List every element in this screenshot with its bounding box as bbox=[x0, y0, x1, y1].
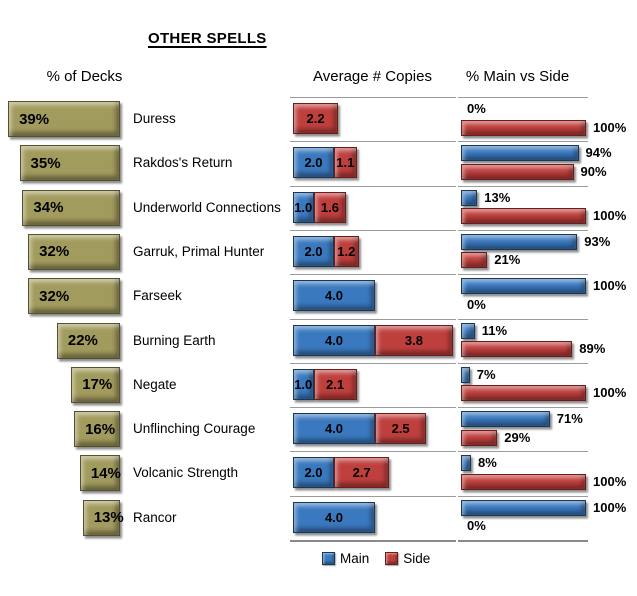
card-name: Underworld Connections bbox=[133, 199, 281, 215]
avg-copies-main-bar bbox=[293, 192, 314, 223]
avg-copies-main-bar-label: 4.0 bbox=[324, 421, 344, 437]
pct-main-bar bbox=[461, 145, 579, 161]
deck-percent-bar-label: 14% bbox=[90, 464, 121, 482]
main-side-gridline bbox=[458, 97, 588, 98]
legend-side-label: Side bbox=[403, 551, 431, 566]
pct-side-value: 100% bbox=[593, 208, 627, 224]
avg-copies-side-bar-label: 2.5 bbox=[391, 421, 410, 437]
pct-side-bar bbox=[461, 430, 497, 446]
avg-copies-side-bar bbox=[334, 147, 357, 178]
chart-title: OTHER SPELLS bbox=[148, 30, 267, 47]
pct-main-value: 0% bbox=[467, 101, 486, 116]
deck-percent-bar-label: 32% bbox=[39, 243, 70, 261]
avg-copies-side-bar bbox=[334, 457, 389, 488]
pct-main-bar bbox=[461, 367, 470, 383]
avg-copies-side-bar bbox=[375, 413, 426, 444]
copies-gridline bbox=[290, 186, 456, 187]
deck-percent-bar-label: 16% bbox=[85, 420, 116, 438]
card-name: Duress bbox=[133, 111, 176, 126]
avg-copies-side-bar bbox=[375, 325, 453, 356]
card-name: Garruk, Primal Hunter bbox=[133, 243, 265, 259]
main-side-gridline bbox=[458, 186, 588, 187]
avg-copies-side-bar-label: 1.6 bbox=[320, 199, 339, 215]
pct-main-value: 8% bbox=[478, 455, 497, 471]
pct-main-bar bbox=[461, 323, 475, 339]
pct-side-value: 21% bbox=[494, 252, 521, 268]
deck-percent-bar-label: 32% bbox=[39, 287, 70, 305]
avg-copies-main-bar-label: 4.0 bbox=[324, 509, 344, 525]
copies-gridline bbox=[290, 451, 456, 452]
pct-side-value: 100% bbox=[593, 385, 627, 401]
legend-main-label: Main bbox=[340, 551, 370, 566]
avg-copies-main-bar bbox=[293, 280, 375, 311]
copies-gridline bbox=[290, 407, 456, 408]
avg-copies-main-bar bbox=[293, 502, 375, 533]
pct-side-bar bbox=[461, 385, 586, 401]
legend-item-main bbox=[322, 551, 369, 566]
pct-main-bar bbox=[461, 500, 586, 516]
pct-main-value: 100% bbox=[593, 278, 627, 294]
pct-side-bar bbox=[461, 208, 586, 224]
column-header-average-copies: Average # Copies bbox=[313, 68, 432, 85]
pct-main-value: 71% bbox=[556, 411, 583, 427]
main-side-gridline bbox=[458, 451, 588, 452]
pct-main-bar bbox=[461, 234, 577, 250]
avg-copies-side-bar-label: 2.7 bbox=[352, 465, 371, 481]
card-name: Burning Earth bbox=[133, 332, 216, 348]
pct-side-value: 0% bbox=[467, 518, 486, 534]
deck-percent-bar bbox=[20, 145, 120, 181]
deck-percent-bar bbox=[74, 411, 120, 447]
avg-copies-side-bar-label: 2.1 bbox=[325, 376, 345, 392]
copies-gridline bbox=[290, 363, 456, 364]
card-name: Rakdos's Return bbox=[133, 155, 233, 171]
avg-copies-main-bar bbox=[293, 147, 334, 178]
pct-main-value: 13% bbox=[484, 189, 511, 205]
avg-copies-side-bar-label: 2.2 bbox=[306, 111, 325, 126]
pct-side-bar bbox=[461, 120, 586, 136]
copies-gridline bbox=[290, 319, 456, 320]
copies-gridline bbox=[290, 141, 456, 142]
avg-copies-main-bar bbox=[293, 236, 334, 267]
pct-side-value: 100% bbox=[593, 119, 627, 135]
pct-main-value: 93% bbox=[584, 233, 611, 249]
deck-percent-bar-label: 35% bbox=[30, 154, 61, 172]
deck-percent-bar bbox=[57, 323, 120, 359]
card-name: Negate bbox=[133, 376, 177, 392]
pct-side-value: 100% bbox=[593, 473, 627, 489]
pct-main-bar bbox=[461, 190, 477, 206]
legend-item-side bbox=[385, 551, 430, 566]
card-name: Volcanic Strength bbox=[133, 465, 239, 481]
pct-main-value: 94% bbox=[585, 145, 612, 161]
avg-copies-main-bar bbox=[293, 369, 314, 400]
chart-legend bbox=[322, 551, 430, 566]
avg-copies-side-bar-label: 3.8 bbox=[404, 332, 423, 348]
card-name: Farseek bbox=[133, 288, 182, 304]
main-side-gridline bbox=[458, 407, 588, 408]
avg-copies-side-bar-label: 1.1 bbox=[336, 155, 355, 171]
main-side-gridline bbox=[458, 141, 588, 142]
pct-side-bar bbox=[461, 474, 586, 490]
avg-copies-main-bar bbox=[293, 413, 375, 444]
pct-main-bar bbox=[461, 411, 550, 427]
deck-percent-bar bbox=[71, 367, 120, 403]
main-legend-swatch-icon bbox=[322, 552, 335, 565]
avg-copies-side-bar bbox=[314, 369, 357, 400]
main-side-gridline bbox=[458, 230, 588, 231]
pct-side-bar bbox=[461, 341, 572, 357]
card-name: Rancor bbox=[133, 509, 177, 525]
deck-percent-bar bbox=[83, 500, 124, 536]
avg-copies-main-bar-label: 2.0 bbox=[304, 155, 323, 171]
pct-main-bar bbox=[461, 278, 586, 294]
deck-percent-bar bbox=[8, 101, 120, 137]
avg-copies-main-bar-label: 1.0 bbox=[294, 199, 313, 215]
avg-copies-main-bar-label: 4.0 bbox=[324, 332, 344, 348]
copies-gridline bbox=[290, 540, 456, 542]
card-name: Unflinching Courage bbox=[133, 421, 256, 437]
main-side-gridline bbox=[458, 363, 588, 364]
deck-percent-bar-label: 13% bbox=[93, 509, 124, 527]
pct-main-value: 11% bbox=[481, 322, 508, 338]
deck-percent-bar bbox=[28, 234, 120, 270]
main-side-gridline bbox=[458, 540, 588, 542]
pct-side-value: 29% bbox=[504, 429, 531, 445]
deck-percent-bar bbox=[28, 278, 120, 314]
avg-copies-main-bar-label: 4.0 bbox=[324, 288, 344, 304]
pct-side-value: 90% bbox=[580, 163, 607, 179]
pct-main-value: 7% bbox=[476, 366, 496, 382]
copies-gridline bbox=[290, 97, 456, 98]
avg-copies-main-bar bbox=[293, 457, 334, 488]
deck-percent-bar-label: 39% bbox=[19, 110, 50, 128]
avg-copies-main-bar bbox=[293, 325, 375, 356]
pct-side-value: 0% bbox=[467, 296, 486, 312]
avg-copies-main-bar-label: 2.0 bbox=[304, 243, 323, 259]
deck-percent-bar-label: 17% bbox=[82, 376, 113, 394]
pct-side-value: 89% bbox=[579, 341, 606, 356]
pct-main-bar bbox=[461, 455, 471, 471]
pct-main-value: 100% bbox=[593, 499, 627, 515]
pct-side-bar bbox=[461, 252, 487, 268]
deck-percent-bar-label: 22% bbox=[67, 332, 98, 349]
column-header-main-vs-side: % Main vs Side bbox=[465, 68, 570, 85]
copies-gridline bbox=[290, 496, 456, 497]
deck-percent-bar bbox=[80, 455, 120, 491]
column-header-pct-of-decks: % of Decks bbox=[46, 68, 123, 85]
side-legend-swatch-icon bbox=[385, 552, 398, 565]
copies-gridline bbox=[290, 274, 456, 275]
copies-gridline bbox=[290, 230, 456, 231]
avg-copies-side-bar bbox=[293, 103, 338, 134]
avg-copies-side-bar bbox=[314, 192, 347, 223]
avg-copies-side-bar bbox=[334, 236, 359, 267]
deck-percent-bar bbox=[22, 190, 120, 226]
avg-copies-side-bar-label: 1.2 bbox=[337, 243, 356, 259]
main-side-gridline bbox=[458, 496, 588, 497]
main-side-gridline bbox=[458, 319, 588, 320]
deck-percent-bar-label: 34% bbox=[33, 199, 64, 217]
pct-side-bar bbox=[461, 164, 574, 180]
main-side-gridline bbox=[458, 274, 588, 275]
avg-copies-main-bar-label: 2.0 bbox=[304, 465, 323, 481]
avg-copies-main-bar-label: 1.0 bbox=[294, 376, 313, 392]
